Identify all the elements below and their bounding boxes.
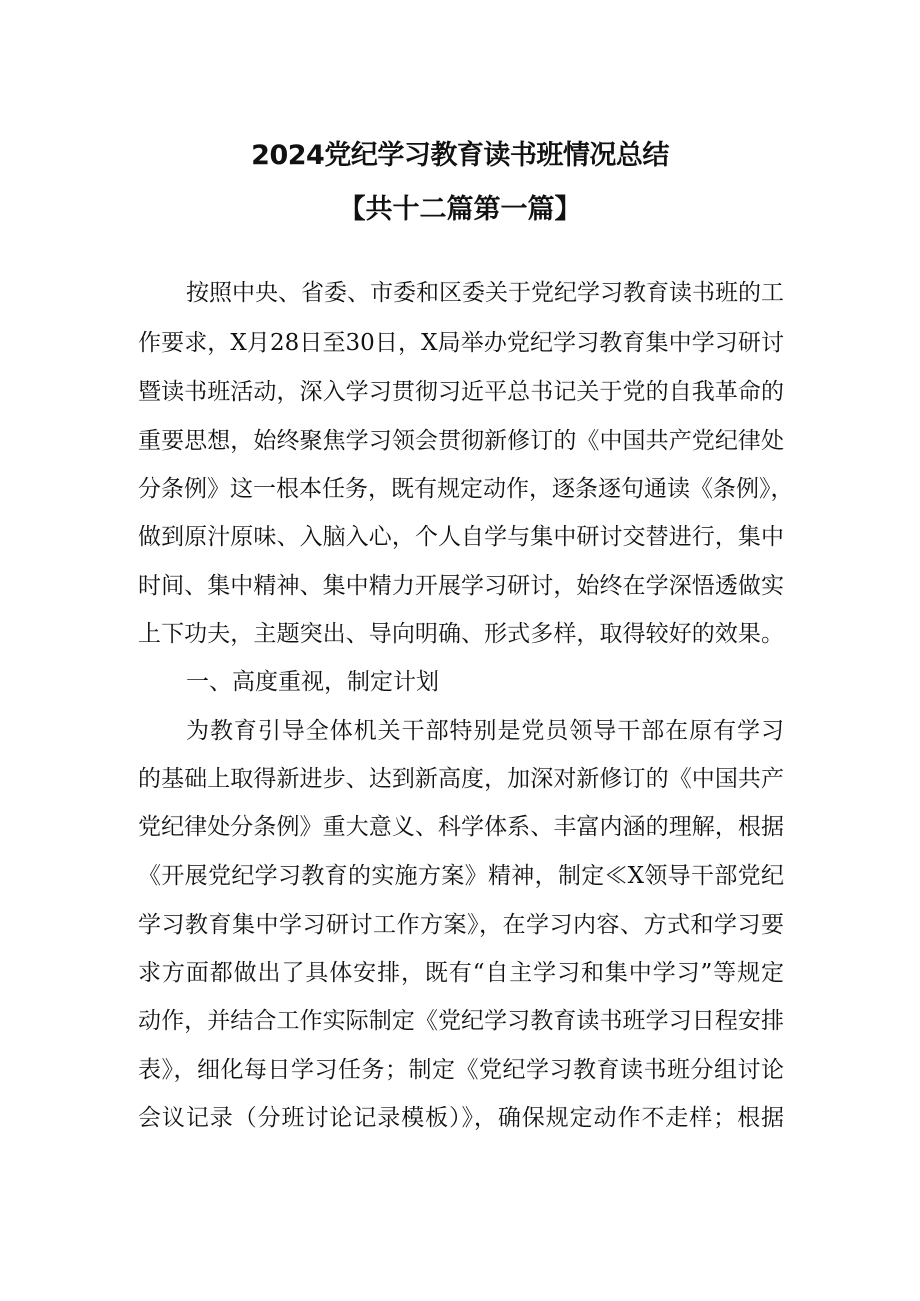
paragraph-line: 时间、集中精神、集中精力开展学习研讨，始终在学深悟透做实 [138,573,784,599]
paragraph-line: 表》，细化每日学习任务；制定《党纪学习教育读书班分组讨论 [138,1057,784,1083]
paragraph-line: 作要求，X月28日至30日，X局举办党纪学习教育集中学习研讨 [138,330,784,356]
paragraph-line: 党纪律处分条例》重大意义、科学体系、丰富内涵的理解，根据 [138,814,784,840]
section-heading: 一、高度重视，制定计划 [186,669,439,695]
paragraph-line: 学习教育集中学习研讨工作方案》，在学习内容、方式和学习要 [138,912,784,938]
document-subtitle: 【共十二篇第一篇】 [338,194,582,225]
paragraph-line: 重要思想，始终聚焦学习领会贯彻新修订的《中国共产党纪律处 [138,428,784,454]
paragraph-line: 动作，并结合工作实际制定《党纪学习教育读书班学习日程安排 [138,1008,784,1034]
paragraph-line: 的基础上取得新进步、达到新高度，加深对新修订的《中国共产 [138,766,784,792]
paragraph-line: 做到原汁原味、入脑入心，个人自学与集中研讨交替进行，集中 [138,524,784,550]
paragraph-line: 为教育引导全体机关干部特别是党员领导干部在原有学习 [186,718,784,744]
paragraph-line: 暨读书班活动，深入学习贯彻习近平总书记关于党的自我革命的 [138,379,784,405]
paragraph-line: 上下功夫，主题突出、导向明确、形式多样，取得较好的效果。 [138,621,784,647]
paragraph-line: 会议记录（分班讨论记录模板）》，确保规定动作不走样；根据 [138,1105,784,1131]
paragraph-line: 按照中央、省委、市委和区委关于党纪学习教育读书班的工 [186,280,784,306]
document-title: 2024党纪学习教育读书班情况总结 [251,140,669,171]
paragraph-line: 《开展党纪学习教育的实施方案》精神，制定≪X领导干部党纪 [138,863,784,889]
paragraph-line: 分条例》这一根本任务，既有规定动作，逐条逐句通读《条例》， [138,476,794,502]
paragraph-line: 求方面都做出了具体安排，既有“自主学习和集中学习”等规定 [138,960,784,986]
